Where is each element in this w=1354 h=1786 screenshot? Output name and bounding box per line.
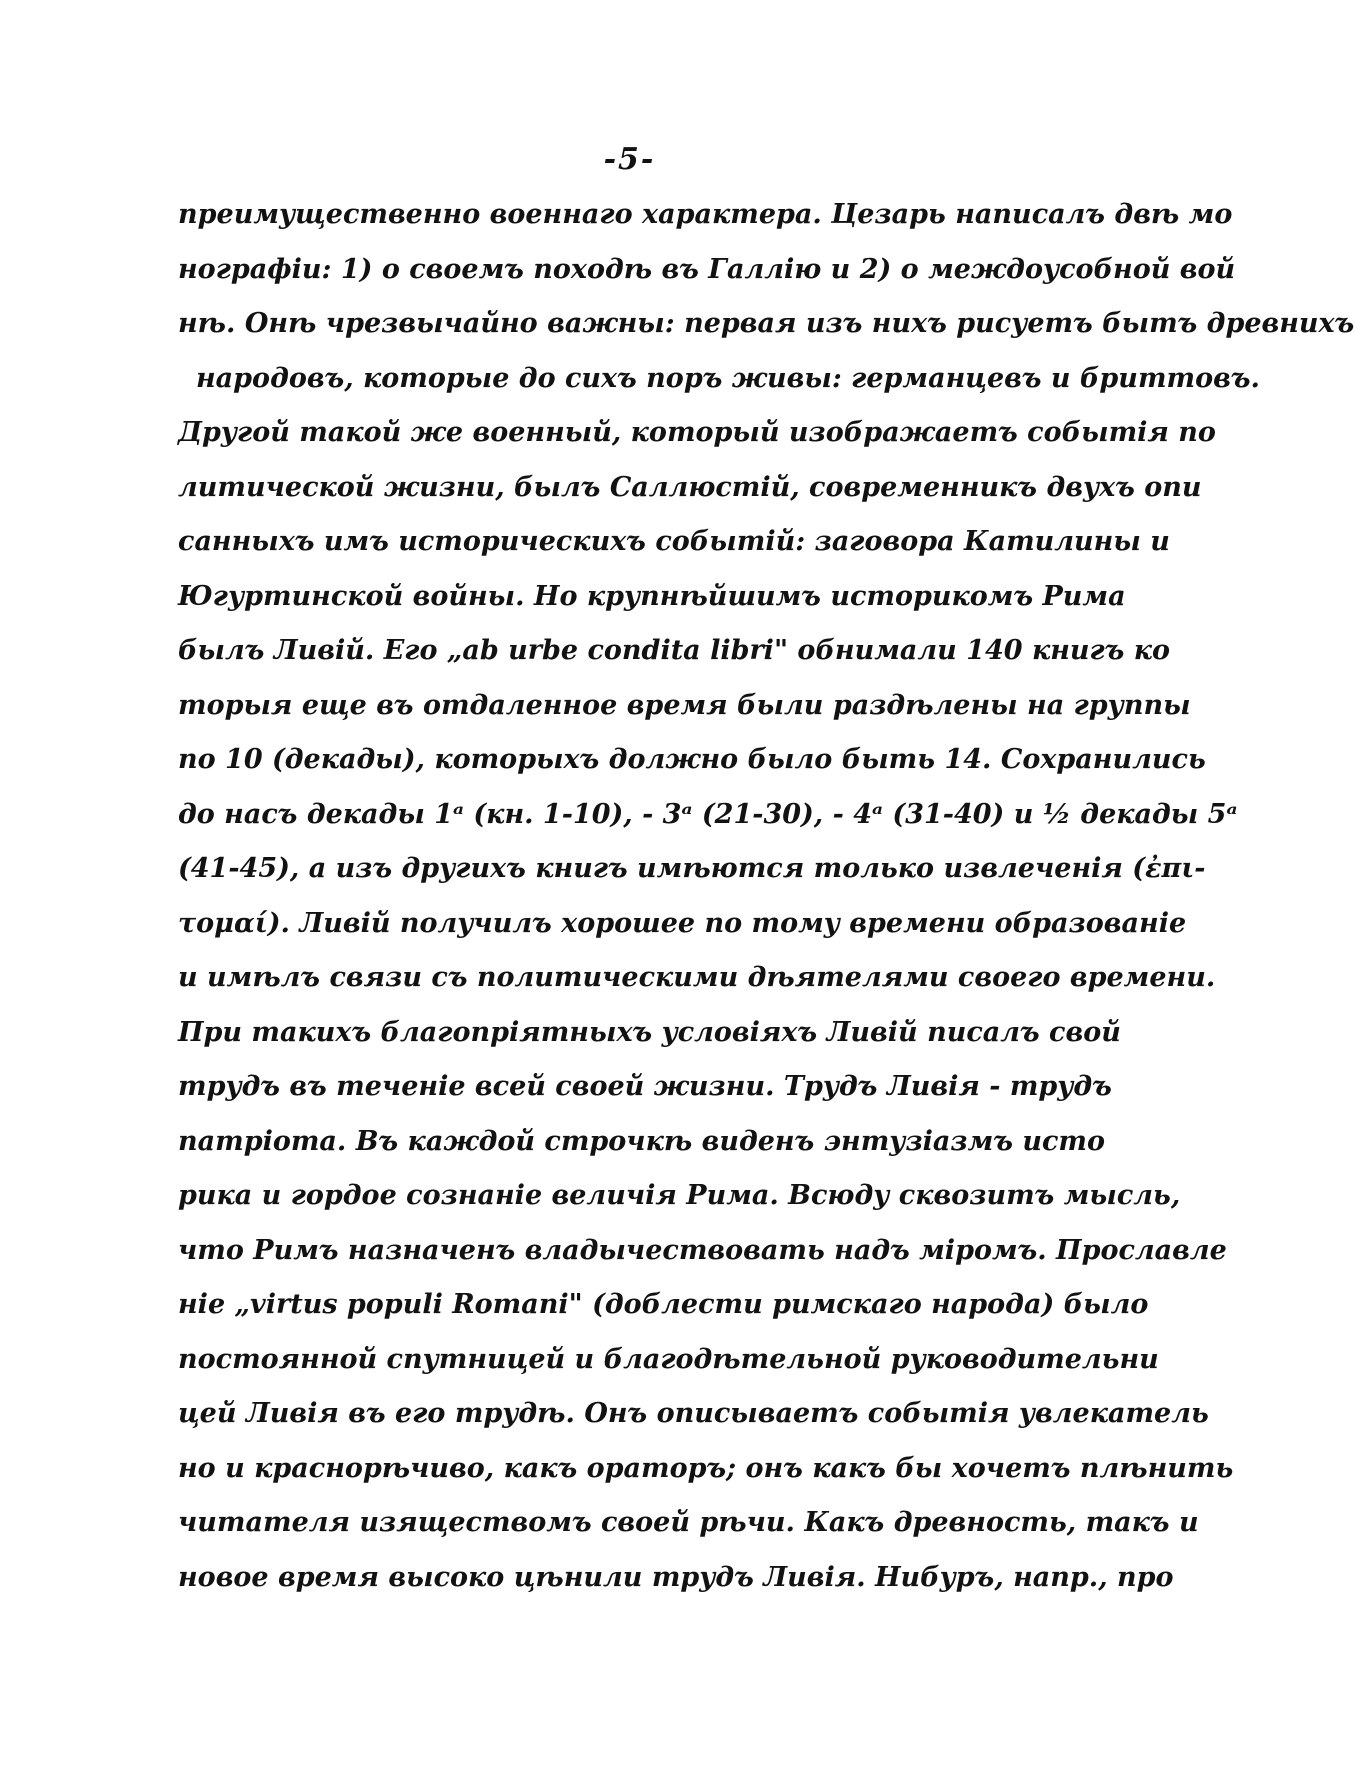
- text-line: преимущественно военнаго характера. Цезарь написалъ двѣ мо: [178, 199, 1233, 230]
- text-line: по 10 (декады), которыхъ должно было быть 14. Сохранились: [178, 744, 1206, 775]
- text-line: Другой такой же военный, который изображаетъ событія по: [178, 417, 1216, 448]
- text-line: торыя еще въ отдаленное время были раздѣлены на группы: [178, 689, 1191, 721]
- text-line: рика и гордое сознаніе величія Рима. Всюду сквозитъ мысль,: [178, 1180, 1181, 1211]
- text-line: τομαί). Ливій получилъ хорошее по тому времени образованіе: [178, 907, 1187, 939]
- text-line: нографіи: 1) о своемъ походѣ въ Галлію и 2) о междоусобной вой: [178, 253, 1236, 285]
- text-line: читателя изяществомъ своей рѣчи. Какъ древность, такъ и: [178, 1507, 1199, 1538]
- text-line: и имѣлъ связи съ политическими дѣятелями своего времени.: [178, 962, 1216, 993]
- text-line: трудъ въ теченіе всей своей жизни. Трудъ Ливія - трудъ: [178, 1071, 1112, 1102]
- text-line: до насъ декады 1ᵃ (кн. 1-10), - 3ᵃ (21-30), - 4ᵃ (31-40) и ½ декады 5ᵃ: [178, 798, 1238, 830]
- text-line: санныхъ имъ историческихъ событій: заговора Катилины и: [178, 526, 1170, 557]
- handwritten-text-block: [178, 188, 1354, 1605]
- text-line: но и краснорѣчиво, какъ ораторъ; онъ какъ бы хочетъ плѣнить: [178, 1452, 1234, 1484]
- text-line: При такихъ благопріятныхъ условіяхъ Ливій писалъ свой: [178, 1016, 1121, 1048]
- text-line: что Римъ назначенъ владычествовать надъ міромъ. Прославле: [178, 1234, 1227, 1266]
- text-line: новое время высоко цѣнили трудъ Ливія. Нибуръ, напр., про: [178, 1561, 1174, 1593]
- text-line: Югуртинской войны. Но крупнѣйшимъ историкомъ Рима: [178, 580, 1126, 612]
- text-line: постоянной спутницей и благодѣтельной руководительни: [178, 1343, 1159, 1375]
- text-line: (41-45), а изъ другихъ книгъ имѣются только извлеченія (ἐπι-: [178, 853, 1206, 884]
- text-line: патріота. Въ каждой строчкѣ виденъ энтузіазмъ исто: [178, 1125, 1106, 1157]
- text-line: цей Ливія въ его трудѣ. Онъ описываетъ событія увлекатель: [178, 1398, 1209, 1429]
- page-number: -5-: [603, 142, 656, 177]
- text-line: ніе „virtus populi Romani" (доблести римскаго народа) было: [178, 1289, 1149, 1320]
- text-line: былъ Ливій. Его „ab urbe condita libri" обнимали 140 книгъ ко: [178, 635, 1171, 666]
- text-line: народовъ, которые до сихъ поръ живы: германцевъ и бриттовъ.: [196, 362, 1260, 394]
- text-line: нѣ. Онѣ чрезвычайно важны: первая изъ нихъ рисуетъ бытъ древнихъ: [178, 308, 1354, 339]
- text-line: литической жизни, былъ Саллюстій, современникъ двухъ опи: [178, 471, 1202, 503]
